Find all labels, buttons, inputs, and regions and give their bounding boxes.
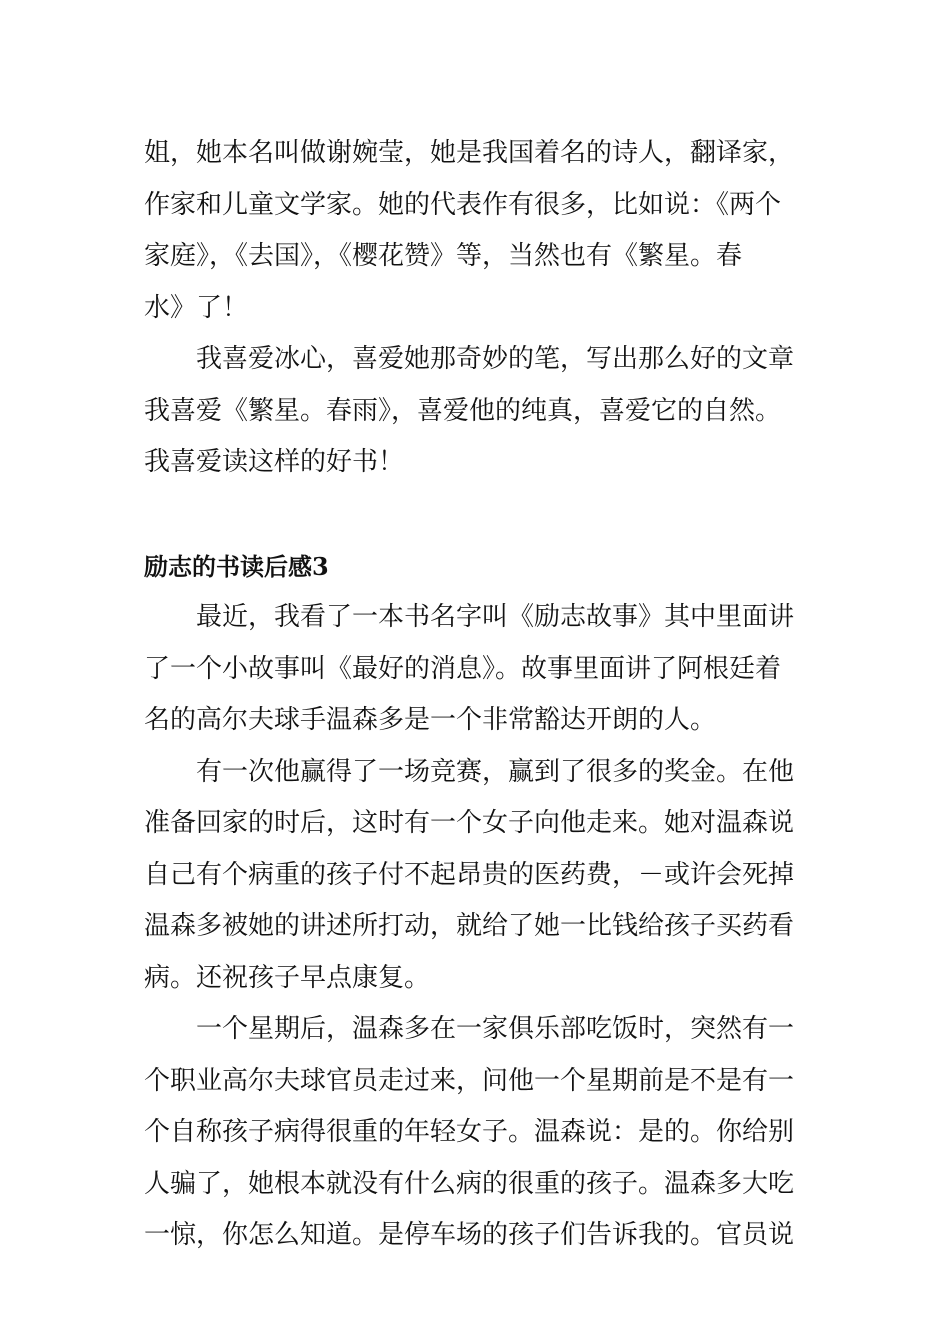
text-line: 我喜爱《繁星。春雨》，喜爱他的纯真，喜爱它的自然。 (144, 395, 782, 426)
section-heading: 励志的书读后感3 (144, 551, 329, 581)
text-line: 名的高尔夫球手温森多是一个非常豁达开朗的人。 (144, 705, 717, 735)
paragraph-2 (144, 334, 808, 489)
paragraph-5 (144, 1004, 808, 1262)
text-line: 病。还祝孩子早点康复。 (144, 962, 431, 993)
text-line: 有一次他赢得了一场竞赛，赢到了很多的奖金。在他 (196, 756, 795, 787)
text-line: 家庭》，《去国》，《樱花赞》等，当然也有《繁星。春 (144, 241, 743, 271)
text-line: 准备回家的时后，这时有一个女子向他走来。她对温森说 (144, 808, 795, 838)
text-line: 最近，我看了一本书名字叫《励志故事》其中里面讲 (196, 602, 795, 632)
text-line: 水》了！ (144, 292, 249, 323)
text-line: 姐，她本名叫做谢婉莹，她是我国着名的诗人，翻译家， (144, 138, 795, 168)
paragraph-1 (144, 128, 808, 334)
text-line: 我喜爱冰心，喜爱她那奇妙的笔，写出那么好的文章 (196, 344, 795, 374)
paragraph-4 (144, 747, 808, 1005)
text-line: 作家和儿童文学家。她的代表作有很多，比如说：《两个 (144, 189, 782, 220)
text-line: 个自称孩子病得很重的年轻女子。温森说：是的。你给别 (144, 1117, 795, 1147)
text-line: 个职业高尔夫球官员走过来，问他一个星期前是不是有一 (144, 1065, 795, 1096)
text-line: 自己有个病重的孩子付不起昂贵的医药费，－或许会死掉 (144, 859, 795, 890)
document-page (144, 128, 808, 1262)
paragraph-3 (144, 592, 808, 747)
text-line: 人骗了，她根本就没有什么病的很重的孩子。温森多大吃 (144, 1168, 795, 1199)
text-line: 了一个小故事叫《最好的消息》。故事里面讲了阿根廷着 (144, 653, 782, 684)
text-line: 一惊，你怎么知道。是停车场的孩子们告诉我的。官员说 (144, 1220, 795, 1250)
text-line: 温森多被她的讲述所打动，就给了她一比钱给孩子买药看 (144, 911, 795, 941)
text-line: 我喜爱读这样的好书！ (144, 447, 405, 477)
text-line: 一个星期后，温森多在一家俱乐部吃饭时，突然有一 (196, 1014, 795, 1044)
